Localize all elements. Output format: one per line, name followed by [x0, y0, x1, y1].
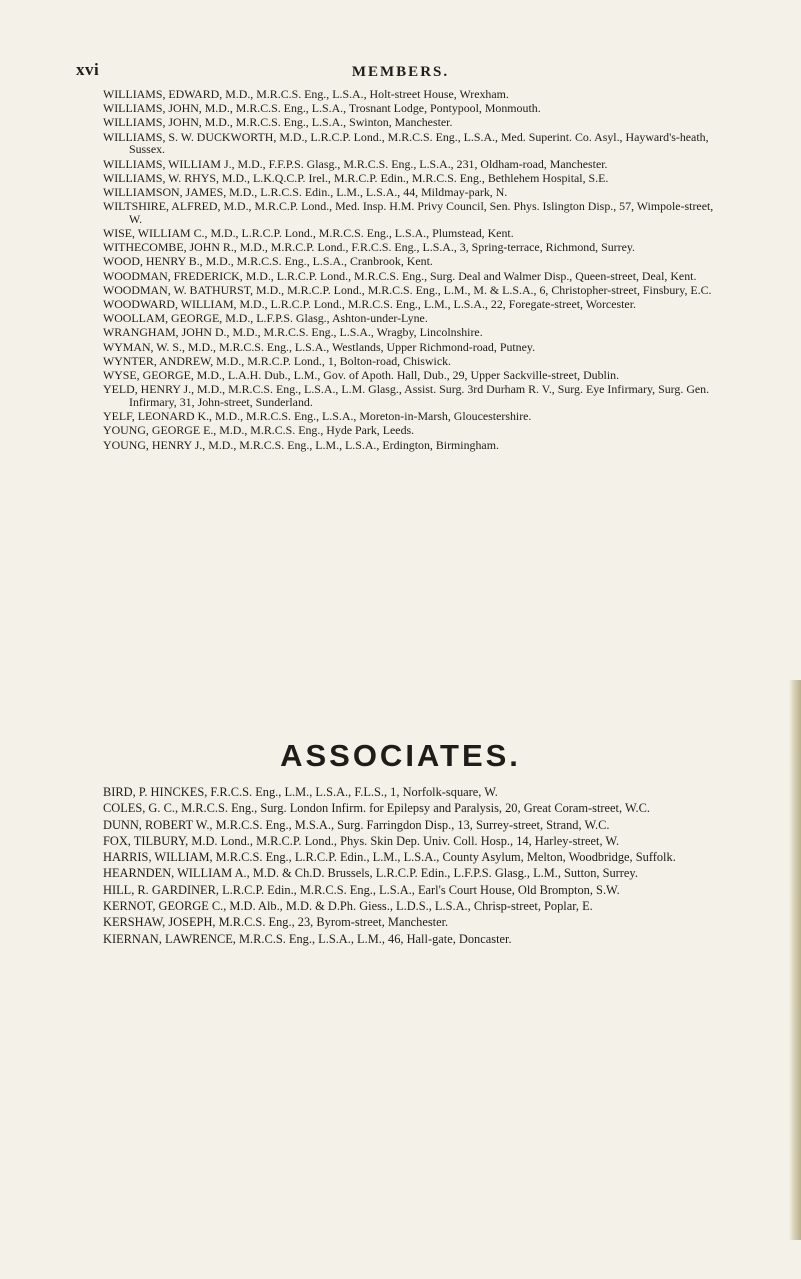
page-edge-shadow	[789, 680, 801, 1240]
associate-entry: KERNOT, GEORGE C., M.D. Alb., M.D. & D.Ph. Giess., L.D.S., L.S.A., Chrisp-street, Poplar, E.	[103, 899, 593, 914]
member-entry: WRANGHAM, JOHN D., M.D., M.R.C.S. Eng., L.S.A., Wragby, Lincolnshire.	[103, 325, 483, 340]
associates-heading: ASSOCIATES.	[280, 738, 521, 773]
member-entry: WYMAN, W. S., M.D., M.R.C.S. Eng., L.S.A., Westlands, Upper Richmond-road, Putney.	[103, 339, 536, 354]
member-entry: WITHECOMBE, JOHN R., M.D., M.R.C.P. Lond., F.R.C.S. Eng., L.S.A., 3, Spring-terrace, Richmond, Surrey.	[103, 240, 636, 255]
associate-entry: COLES, G. C., M.R.C.S. Eng., Surg. London Infirm. for Epilepsy and Paralysis, 20, Great Coram-street, W.C.	[103, 801, 650, 816]
member-entry: WILLIAMS, JOHN, M.D., M.R.C.S. Eng., L.S.A., Trosnant Lodge, Pontypool, Monmouth.	[103, 101, 541, 116]
member-entry: WILLIAMS, WILLIAM J., M.D., F.F.P.S. Glasg., M.R.C.S. Eng., L.S.A., 231, Oldham-road, Manchester.	[103, 156, 608, 171]
member-entry: WOODMAN, FREDERICK, M.D., L.R.C.P. Lond., M.R.C.S. Eng., Surg. Deal and Walmer Disp., Queen-street, Deal, Kent.	[103, 268, 697, 283]
member-entry: WOODMAN, W. BATHURST, M.D., M.R.C.P. Lond., M.R.C.S. Eng., L.M., M. & L.S.A., 6, Christopher-street, Finsbury, E.C.	[103, 282, 712, 297]
associate-entry: FOX, TILBURY, M.D. Lond., M.R.C.P. Lond., Phys. Skin Dep. Univ. Coll. Hosp., 14, Harley-street, W.	[103, 833, 620, 848]
members-list	[103, 88, 723, 453]
page-number: xvi	[76, 60, 100, 79]
associate-entry: HILL, R. GARDINER, L.R.C.P. Edin., M.R.C.S. Eng., L.S.A., Earl's Court House, Old Brompton, S.W.	[103, 882, 620, 897]
associate-entry: KIERNAN, LAWRENCE, M.R.C.S. Eng., L.S.A., L.M., 46, Hall-gate, Doncaster.	[103, 931, 512, 946]
associate-entry: BIRD, P. HINCKES, F.R.C.S. Eng., L.M., L.S.A., F.L.S., 1, Norfolk-square, W.	[103, 785, 498, 799]
member-entry: WILLIAMS, S. W. DUCKWORTH, M.D., L.R.C.P. Lond., M.R.C.S. Eng., L.S.A., Med. Superint. Co. Asyl., Hayward's-heath, Sussex.	[103, 129, 709, 157]
member-entry: WYSE, GEORGE, M.D., L.A.H. Dub., L.M., Gov. of Apoth. Hall, Dub., 29, Upper Sackville-street, Dublin.	[103, 367, 620, 382]
associate-entry: KERSHAW, JOSEPH, M.R.C.S. Eng., 23, Byrom-street, Manchester.	[103, 915, 449, 930]
member-entry: WILLIAMSON, JAMES, M.D., L.R.C.S. Edin., L.M., L.S.A., 44, Mildmay-park, N.	[103, 184, 508, 199]
associate-entry: DUNN, ROBERT W., M.R.C.S. Eng., M.S.A., Surg. Farringdon Disp., 13, Surrey-street, Strand, W.C.	[103, 817, 610, 832]
member-entry: WOOD, HENRY B., M.D., M.R.C.S. Eng., L.S.A., Cranbrook, Kent.	[103, 254, 433, 269]
member-entry: YELD, HENRY J., M.D., M.R.C.S. Eng., L.S.A., L.M. Glasg., Assist. Surg. 3rd Durham R. V., Surg. Eye Infirmary, Surg. Gen. Infirmary, 31, John-street, Sunderland.	[103, 382, 710, 409]
member-entry: WILLIAMS, JOHN, M.D., M.R.C.S. Eng., L.S.A., Swinton, Manchester.	[103, 115, 453, 130]
member-entry: WYNTER, ANDREW, M.D., M.R.C.P. Lond., 1, Bolton-road, Chiswick.	[103, 353, 452, 368]
member-entry: YOUNG, GEORGE E., M.D., M.R.C.S. Eng., Hyde Park, Leeds.	[103, 423, 415, 438]
associates-list	[103, 785, 725, 948]
associate-entry: HEARNDEN, WILLIAM A., M.D. & Ch.D. Brussels, L.R.C.P. Edin., L.F.P.S. Glasg., L.M., Sutton, Surrey.	[103, 866, 638, 881]
member-entry: WILLIAMS, W. RHYS, M.D., L.K.Q.C.P. Irel., M.R.C.P. Edin., M.R.C.S. Eng., Bethlehem Hospital, S.E.	[103, 170, 609, 185]
member-entry: YOUNG, HENRY J., M.D., M.R.C.S. Eng., L.M., L.S.A., Erdington, Birmingham.	[103, 437, 499, 452]
member-entry: WILTSHIRE, ALFRED, M.D., M.R.C.P. Lond., Med. Insp. H.M. Privy Council, Sen. Phys. Islington Disp., 57, Wimpole-street, W.	[103, 199, 714, 226]
member-entry: WOODWARD, WILLIAM, M.D., L.R.C.P. Lond., M.R.C.S. Eng., L.M., L.S.A., 22, Foregate-street, Worcester.	[103, 297, 636, 312]
member-entry: WILLIAMS, EDWARD, M.D., M.R.C.S. Eng., L.S.A., Holt-street House, Wrexham.	[103, 87, 509, 101]
member-entry: WISE, WILLIAM C., M.D., L.R.C.P. Lond., M.R.C.S. Eng., L.S.A., Plumstead, Kent.	[103, 226, 514, 241]
running-head: MEMBERS.	[351, 64, 450, 80]
member-entry: WOOLLAM, GEORGE, M.D., L.F.P.S. Glasg., Ashton-under-Lyne.	[103, 311, 428, 326]
member-entry: YELF, LEONARD K., M.D., M.R.C.S. Eng., L.S.A., Moreton-in-Marsh, Gloucestershire.	[103, 409, 532, 424]
associate-entry: HARRIS, WILLIAM, M.R.C.S. Eng., L.R.C.P. Edin., L.M., L.S.A., County Asylum, Melton, Woodbridge, Suffolk.	[103, 850, 676, 865]
